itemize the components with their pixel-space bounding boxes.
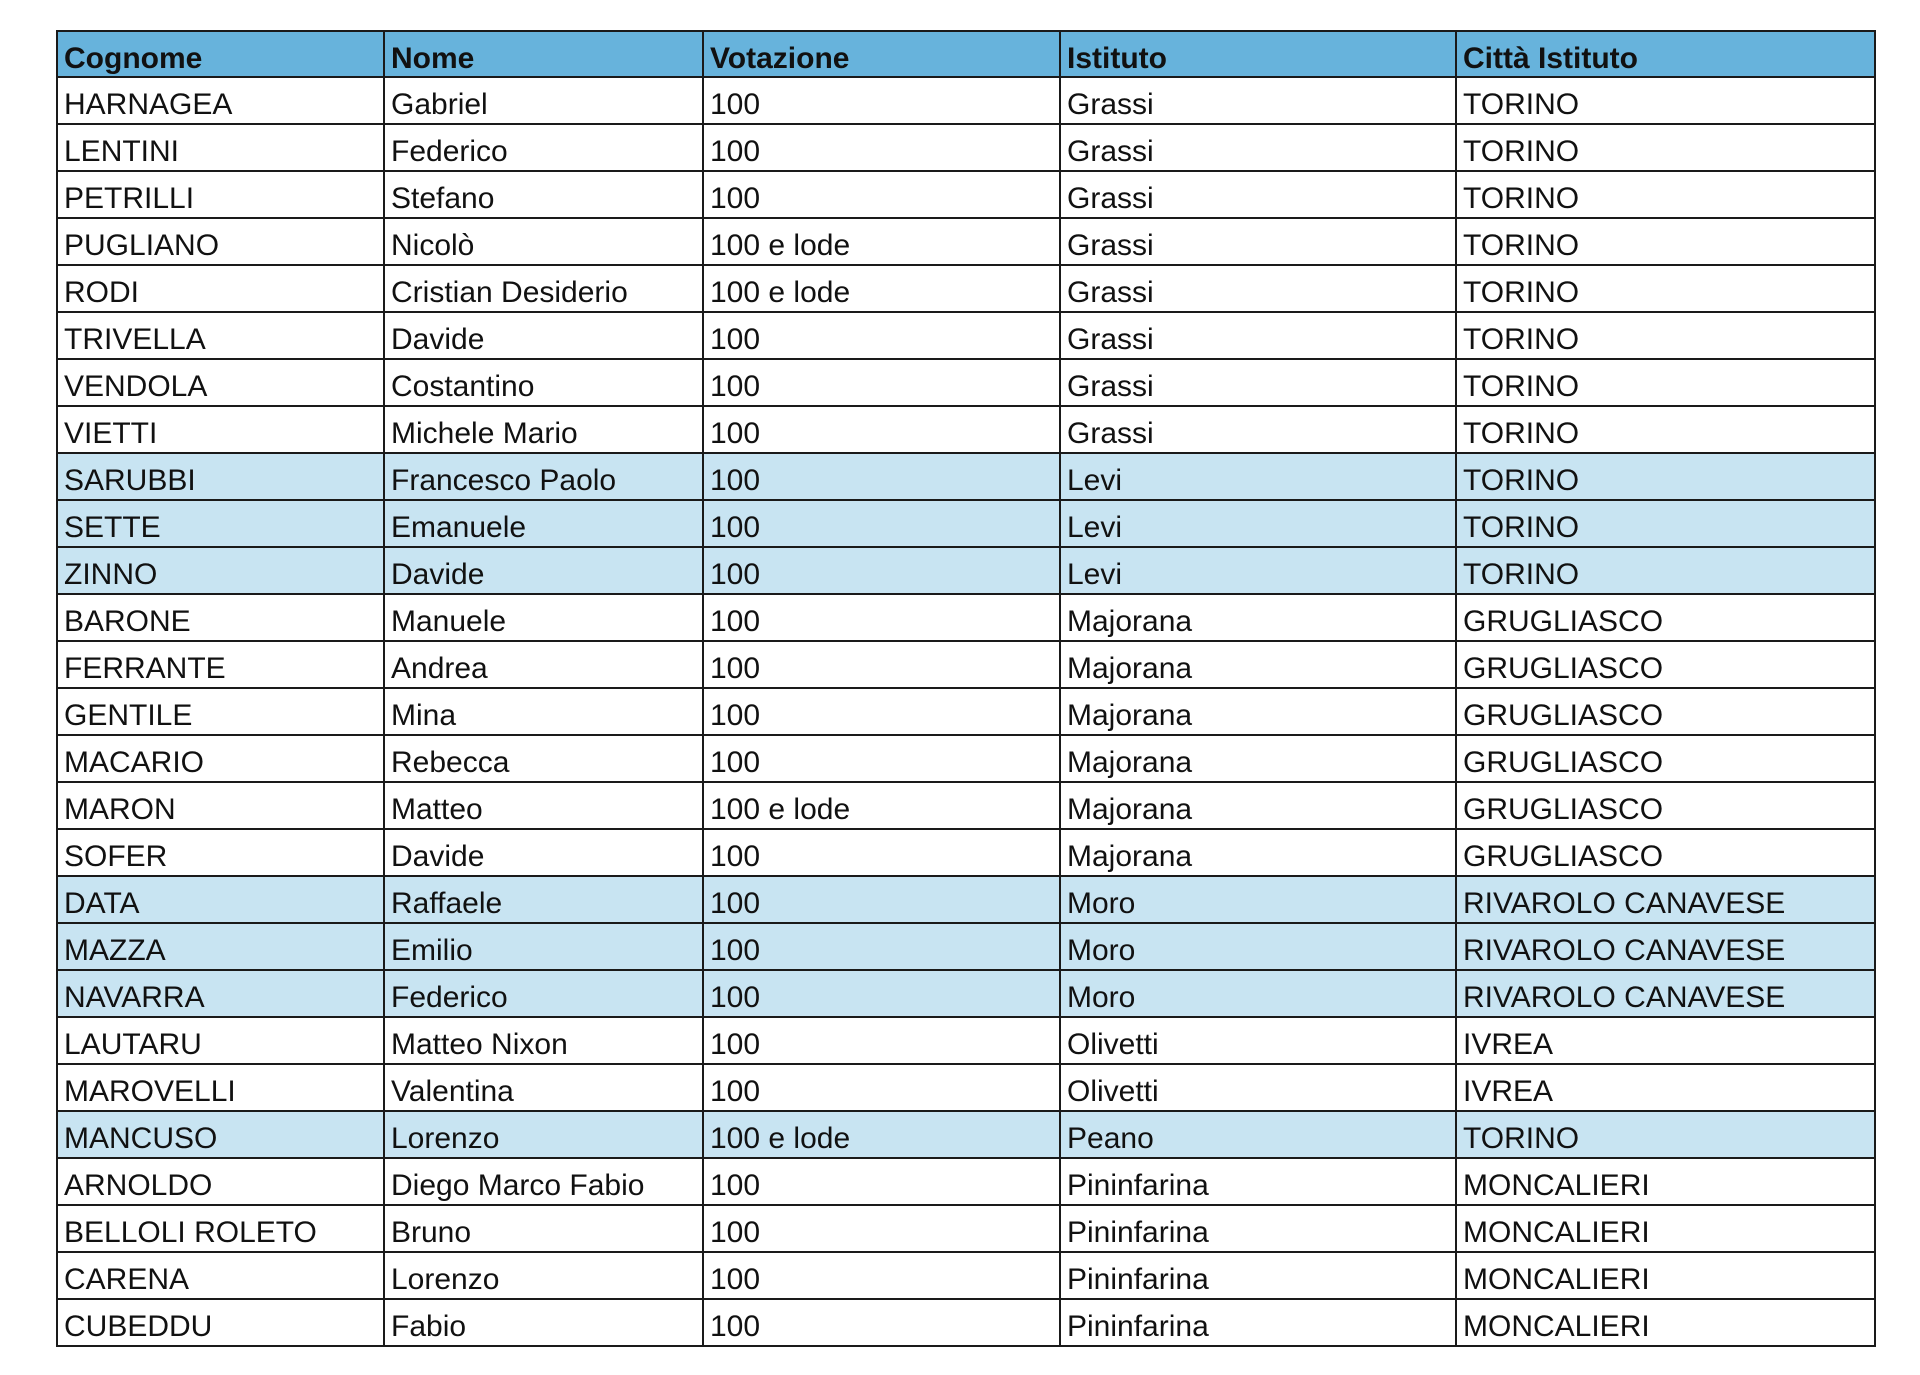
istituto-cell: Pininfarina bbox=[1060, 1299, 1456, 1346]
table-row bbox=[57, 500, 1875, 547]
results-sheet bbox=[56, 30, 1874, 1347]
cognome-cell: DATA bbox=[57, 876, 384, 923]
citta-istituto-cell: MONCALIERI bbox=[1456, 1158, 1875, 1205]
cognome-cell: PETRILLI bbox=[57, 171, 384, 218]
cognome-cell: BELLOLI ROLETO bbox=[57, 1205, 384, 1252]
citta-istituto-cell: GRUGLIASCO bbox=[1456, 829, 1875, 876]
table-row bbox=[57, 265, 1875, 312]
citta-istituto-cell: RIVAROLO CANAVESE bbox=[1456, 923, 1875, 970]
votazione-cell: 100 bbox=[703, 1158, 1060, 1205]
table-row bbox=[57, 312, 1875, 359]
citta-istituto-cell: TORINO bbox=[1456, 265, 1875, 312]
cognome-cell: SETTE bbox=[57, 500, 384, 547]
citta-istituto-cell: RIVAROLO CANAVESE bbox=[1456, 970, 1875, 1017]
table-row bbox=[57, 406, 1875, 453]
table-row bbox=[57, 641, 1875, 688]
istituto-cell: Grassi bbox=[1060, 312, 1456, 359]
nome-cell: Stefano bbox=[384, 171, 703, 218]
cognome-cell: TRIVELLA bbox=[57, 312, 384, 359]
istituto-cell: Majorana bbox=[1060, 688, 1456, 735]
nome-cell: Bruno bbox=[384, 1205, 703, 1252]
nome-cell: Lorenzo bbox=[384, 1111, 703, 1158]
nome-cell: Francesco Paolo bbox=[384, 453, 703, 500]
cognome-cell: MACARIO bbox=[57, 735, 384, 782]
votazione-cell: 100 bbox=[703, 1252, 1060, 1299]
votazione-cell: 100 bbox=[703, 735, 1060, 782]
table-row bbox=[57, 1205, 1875, 1252]
citta-istituto-cell: TORINO bbox=[1456, 500, 1875, 547]
table-row bbox=[57, 218, 1875, 265]
nome-cell: Emilio bbox=[384, 923, 703, 970]
cognome-cell: RODI bbox=[57, 265, 384, 312]
istituto-cell: Moro bbox=[1060, 876, 1456, 923]
istituto-cell: Majorana bbox=[1060, 594, 1456, 641]
istituto-cell: Pininfarina bbox=[1060, 1252, 1456, 1299]
nome-cell: Andrea bbox=[384, 641, 703, 688]
citta-istituto-cell: IVREA bbox=[1456, 1064, 1875, 1111]
table-row bbox=[57, 77, 1875, 124]
votazione-cell: 100 bbox=[703, 547, 1060, 594]
header-votazione: Votazione bbox=[703, 31, 1060, 77]
table-row bbox=[57, 1252, 1875, 1299]
istituto-cell: Majorana bbox=[1060, 641, 1456, 688]
citta-istituto-cell: TORINO bbox=[1456, 77, 1875, 124]
citta-istituto-cell: GRUGLIASCO bbox=[1456, 735, 1875, 782]
nome-cell: Raffaele bbox=[384, 876, 703, 923]
votazione-cell: 100 e lode bbox=[703, 1111, 1060, 1158]
istituto-cell: Grassi bbox=[1060, 359, 1456, 406]
nome-cell: Manuele bbox=[384, 594, 703, 641]
cognome-cell: VENDOLA bbox=[57, 359, 384, 406]
nome-cell: Emanuele bbox=[384, 500, 703, 547]
table-row bbox=[57, 782, 1875, 829]
table-row bbox=[57, 359, 1875, 406]
votazione-cell: 100 bbox=[703, 1017, 1060, 1064]
citta-istituto-cell: MONCALIERI bbox=[1456, 1252, 1875, 1299]
istituto-cell: Olivetti bbox=[1060, 1017, 1456, 1064]
votazione-cell: 100 bbox=[703, 359, 1060, 406]
table-row bbox=[57, 829, 1875, 876]
votazione-cell: 100 bbox=[703, 312, 1060, 359]
table-row bbox=[57, 970, 1875, 1017]
cognome-cell: SARUBBI bbox=[57, 453, 384, 500]
istituto-cell: Majorana bbox=[1060, 782, 1456, 829]
cognome-cell: GENTILE bbox=[57, 688, 384, 735]
citta-istituto-cell: TORINO bbox=[1456, 359, 1875, 406]
table-row bbox=[57, 1299, 1875, 1346]
nome-cell: Diego Marco Fabio bbox=[384, 1158, 703, 1205]
cognome-cell: FERRANTE bbox=[57, 641, 384, 688]
citta-istituto-cell: GRUGLIASCO bbox=[1456, 688, 1875, 735]
cognome-cell: MAZZA bbox=[57, 923, 384, 970]
istituto-cell: Peano bbox=[1060, 1111, 1456, 1158]
header-istituto: Istituto bbox=[1060, 31, 1456, 77]
nome-cell: Lorenzo bbox=[384, 1252, 703, 1299]
istituto-cell: Pininfarina bbox=[1060, 1158, 1456, 1205]
votazione-cell: 100 bbox=[703, 406, 1060, 453]
istituto-cell: Grassi bbox=[1060, 218, 1456, 265]
nome-cell: Cristian Desiderio bbox=[384, 265, 703, 312]
citta-istituto-cell: IVREA bbox=[1456, 1017, 1875, 1064]
nome-cell: Matteo Nixon bbox=[384, 1017, 703, 1064]
citta-istituto-cell: TORINO bbox=[1456, 1111, 1875, 1158]
table-row bbox=[57, 1111, 1875, 1158]
votazione-cell: 100 bbox=[703, 594, 1060, 641]
table-row bbox=[57, 1158, 1875, 1205]
votazione-cell: 100 bbox=[703, 970, 1060, 1017]
cognome-cell: ARNOLDO bbox=[57, 1158, 384, 1205]
citta-istituto-cell: GRUGLIASCO bbox=[1456, 594, 1875, 641]
nome-cell: Federico bbox=[384, 124, 703, 171]
istituto-cell: Moro bbox=[1060, 970, 1456, 1017]
istituto-cell: Grassi bbox=[1060, 124, 1456, 171]
votazione-cell: 100 e lode bbox=[703, 218, 1060, 265]
cognome-cell: MARON bbox=[57, 782, 384, 829]
votazione-cell: 100 bbox=[703, 124, 1060, 171]
nome-cell: Matteo bbox=[384, 782, 703, 829]
header-nome: Nome bbox=[384, 31, 703, 77]
votazione-cell: 100 bbox=[703, 453, 1060, 500]
table-row bbox=[57, 876, 1875, 923]
nome-cell: Costantino bbox=[384, 359, 703, 406]
cognome-cell: BARONE bbox=[57, 594, 384, 641]
cognome-cell: LAUTARU bbox=[57, 1017, 384, 1064]
cognome-cell: SOFER bbox=[57, 829, 384, 876]
citta-istituto-cell: MONCALIERI bbox=[1456, 1299, 1875, 1346]
votazione-cell: 100 bbox=[703, 1064, 1060, 1111]
votazione-cell: 100 bbox=[703, 171, 1060, 218]
nome-cell: Federico bbox=[384, 970, 703, 1017]
cognome-cell: CARENA bbox=[57, 1252, 384, 1299]
votazione-cell: 100 e lode bbox=[703, 782, 1060, 829]
istituto-cell: Levi bbox=[1060, 500, 1456, 547]
istituto-cell: Moro bbox=[1060, 923, 1456, 970]
votazione-cell: 100 bbox=[703, 77, 1060, 124]
table-row bbox=[57, 453, 1875, 500]
istituto-cell: Grassi bbox=[1060, 77, 1456, 124]
votazione-cell: 100 bbox=[703, 1299, 1060, 1346]
istituto-cell: Grassi bbox=[1060, 171, 1456, 218]
citta-istituto-cell: TORINO bbox=[1456, 406, 1875, 453]
istituto-cell: Majorana bbox=[1060, 829, 1456, 876]
votazione-cell: 100 bbox=[703, 500, 1060, 547]
nome-cell: Michele Mario bbox=[384, 406, 703, 453]
votazione-cell: 100 e lode bbox=[703, 265, 1060, 312]
cognome-cell: CUBEDDU bbox=[57, 1299, 384, 1346]
cognome-cell: LENTINI bbox=[57, 124, 384, 171]
citta-istituto-cell: GRUGLIASCO bbox=[1456, 782, 1875, 829]
nome-cell: Davide bbox=[384, 547, 703, 594]
cognome-cell: VIETTI bbox=[57, 406, 384, 453]
table-row bbox=[57, 547, 1875, 594]
istituto-cell: Pininfarina bbox=[1060, 1205, 1456, 1252]
citta-istituto-cell: TORINO bbox=[1456, 453, 1875, 500]
citta-istituto-cell: TORINO bbox=[1456, 124, 1875, 171]
votazione-cell: 100 bbox=[703, 1205, 1060, 1252]
cognome-cell: HARNAGEA bbox=[57, 77, 384, 124]
table-row bbox=[57, 923, 1875, 970]
cognome-cell: MANCUSO bbox=[57, 1111, 384, 1158]
citta-istituto-cell: TORINO bbox=[1456, 171, 1875, 218]
votazione-cell: 100 bbox=[703, 829, 1060, 876]
students-table bbox=[56, 30, 1876, 1347]
table-row bbox=[57, 124, 1875, 171]
header-row bbox=[57, 31, 1875, 77]
header-citta-istituto: Città Istituto bbox=[1456, 31, 1875, 77]
istituto-cell: Grassi bbox=[1060, 265, 1456, 312]
nome-cell: Davide bbox=[384, 829, 703, 876]
votazione-cell: 100 bbox=[703, 641, 1060, 688]
table-body bbox=[57, 77, 1875, 1346]
table-row bbox=[57, 688, 1875, 735]
nome-cell: Valentina bbox=[384, 1064, 703, 1111]
citta-istituto-cell: TORINO bbox=[1456, 312, 1875, 359]
citta-istituto-cell: MONCALIERI bbox=[1456, 1205, 1875, 1252]
nome-cell: Mina bbox=[384, 688, 703, 735]
nome-cell: Gabriel bbox=[384, 77, 703, 124]
nome-cell: Davide bbox=[384, 312, 703, 359]
cognome-cell: NAVARRA bbox=[57, 970, 384, 1017]
istituto-cell: Levi bbox=[1060, 453, 1456, 500]
cognome-cell: ZINNO bbox=[57, 547, 384, 594]
header-cognome: Cognome bbox=[57, 31, 384, 77]
table-row bbox=[57, 594, 1875, 641]
citta-istituto-cell: GRUGLIASCO bbox=[1456, 641, 1875, 688]
citta-istituto-cell: TORINO bbox=[1456, 218, 1875, 265]
istituto-cell: Olivetti bbox=[1060, 1064, 1456, 1111]
table-row bbox=[57, 1017, 1875, 1064]
votazione-cell: 100 bbox=[703, 688, 1060, 735]
table-row bbox=[57, 1064, 1875, 1111]
nome-cell: Fabio bbox=[384, 1299, 703, 1346]
table-row bbox=[57, 171, 1875, 218]
votazione-cell: 100 bbox=[703, 923, 1060, 970]
citta-istituto-cell: RIVAROLO CANAVESE bbox=[1456, 876, 1875, 923]
cognome-cell: MAROVELLI bbox=[57, 1064, 384, 1111]
nome-cell: Rebecca bbox=[384, 735, 703, 782]
istituto-cell: Levi bbox=[1060, 547, 1456, 594]
table-row bbox=[57, 735, 1875, 782]
istituto-cell: Grassi bbox=[1060, 406, 1456, 453]
nome-cell: Nicolò bbox=[384, 218, 703, 265]
cognome-cell: PUGLIANO bbox=[57, 218, 384, 265]
votazione-cell: 100 bbox=[703, 876, 1060, 923]
citta-istituto-cell: TORINO bbox=[1456, 547, 1875, 594]
istituto-cell: Majorana bbox=[1060, 735, 1456, 782]
